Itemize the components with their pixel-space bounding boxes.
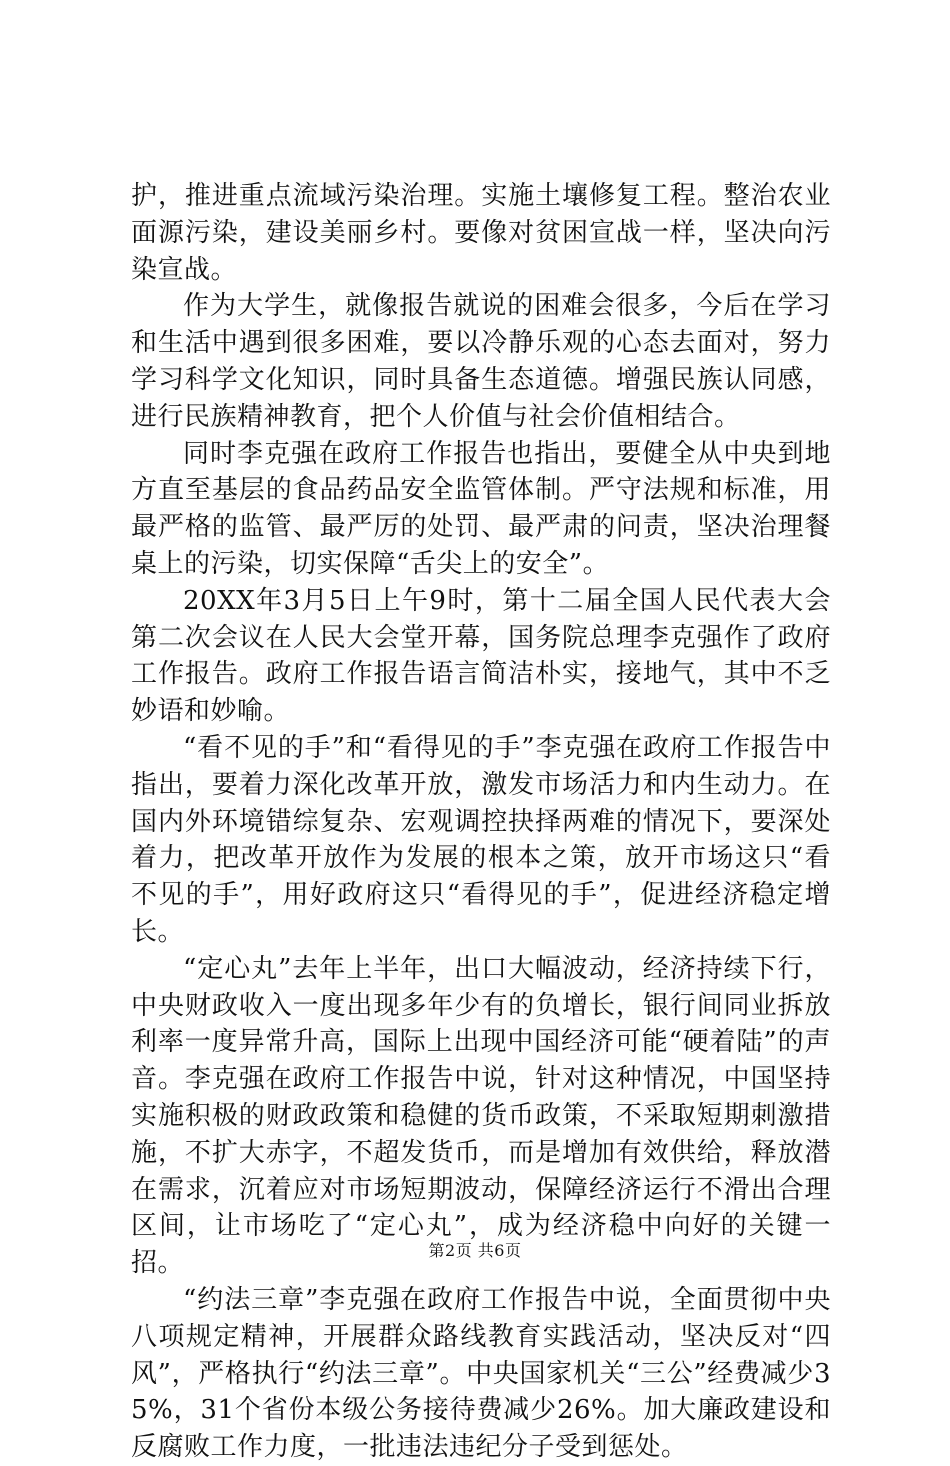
paragraph-3: 同时李克强在政府工作报告也指出，要健全从中央到地方直至基层的食品药品安全监管体制。严守法规和标准，用最严格的监管、最严厉的处罚、最严肃的问责，坚决治理餐桌上的污染，切实保障“舌尖上的安全”。 [131,438,831,579]
paragraph-6: “定心丸”去年上半年，出口大幅波动，经济持续下行，中央财政收入一度出现多年少有的负增长，银行间同业拆放利率一度异常升高，国际上出现中国经济可能“硬着陆”的声音。李克强在政府工作报告中说，针对这种情况，中国坚持实施积极的财政政策和稳健的货币政策，不采取短期刺激措施，不扩大赤字，不超发货币，而是增加有效供给，释放潜在需求，沉着应对市场短期波动，保障经济运行不滑出合理区间，让市场吃了“定心丸”，成为经济稳中向好的关键一招。 [131,953,831,1279]
paragraph-4: 20XX年3月5日上午9时，第十二届全国人民代表大会第二次会议在人民大会堂开幕，国务院总理李克强作了政府工作报告。政府工作报告语言简洁朴实，接地气，其中不乏妙语和妙喻。 [131,585,831,727]
paragraph-7: “约法三章”李克强在政府工作报告中说，全面贯彻中央八项规定精神，开展群众路线教育实践活动，坚决反对“四风”，严格执行“约法三章”。中央国家机关“三公”经费减少35%，31个省份本级公务接待费减少26%。加大廉政建设和反腐败工作力度，一批违法违纪分子受到惩处。 [131,1284,831,1463]
page-number: 第2页 共6页 [428,1241,522,1260]
paragraph-5: “看不见的手”和“看得见的手”李克强在政府工作报告中指出，要着力深化改革开放，激发市场活力和内生动力。在国内外环境错综复杂、宏观调控抉择两难的情况下，要深处着力，把改革开放作为发展的根本之策，放开市场这只“看不见的手”，用好政府这只“看得见的手”，促进经济稳定增长。 [131,732,831,947]
page-footer [0,1240,950,1262]
paragraph-2: 作为大学生，就像报告就说的困难会很多，今后在学习和生活中遇到很多困难，要以冷静乐观的心态去面对，努力学习科学文化知识，同时具备生态道德。增强民族认同感，进行民族精神教育，把个人价值与社会价值相结合。 [131,291,831,432]
paragraph-1: 护，推进重点流域污染治理。实施土壤修复工程。整治农业面源污染，建设美丽乡村。要像对贫困宣战一样，坚决向污染宣战。 [131,181,831,285]
body-text [131,178,831,1466]
